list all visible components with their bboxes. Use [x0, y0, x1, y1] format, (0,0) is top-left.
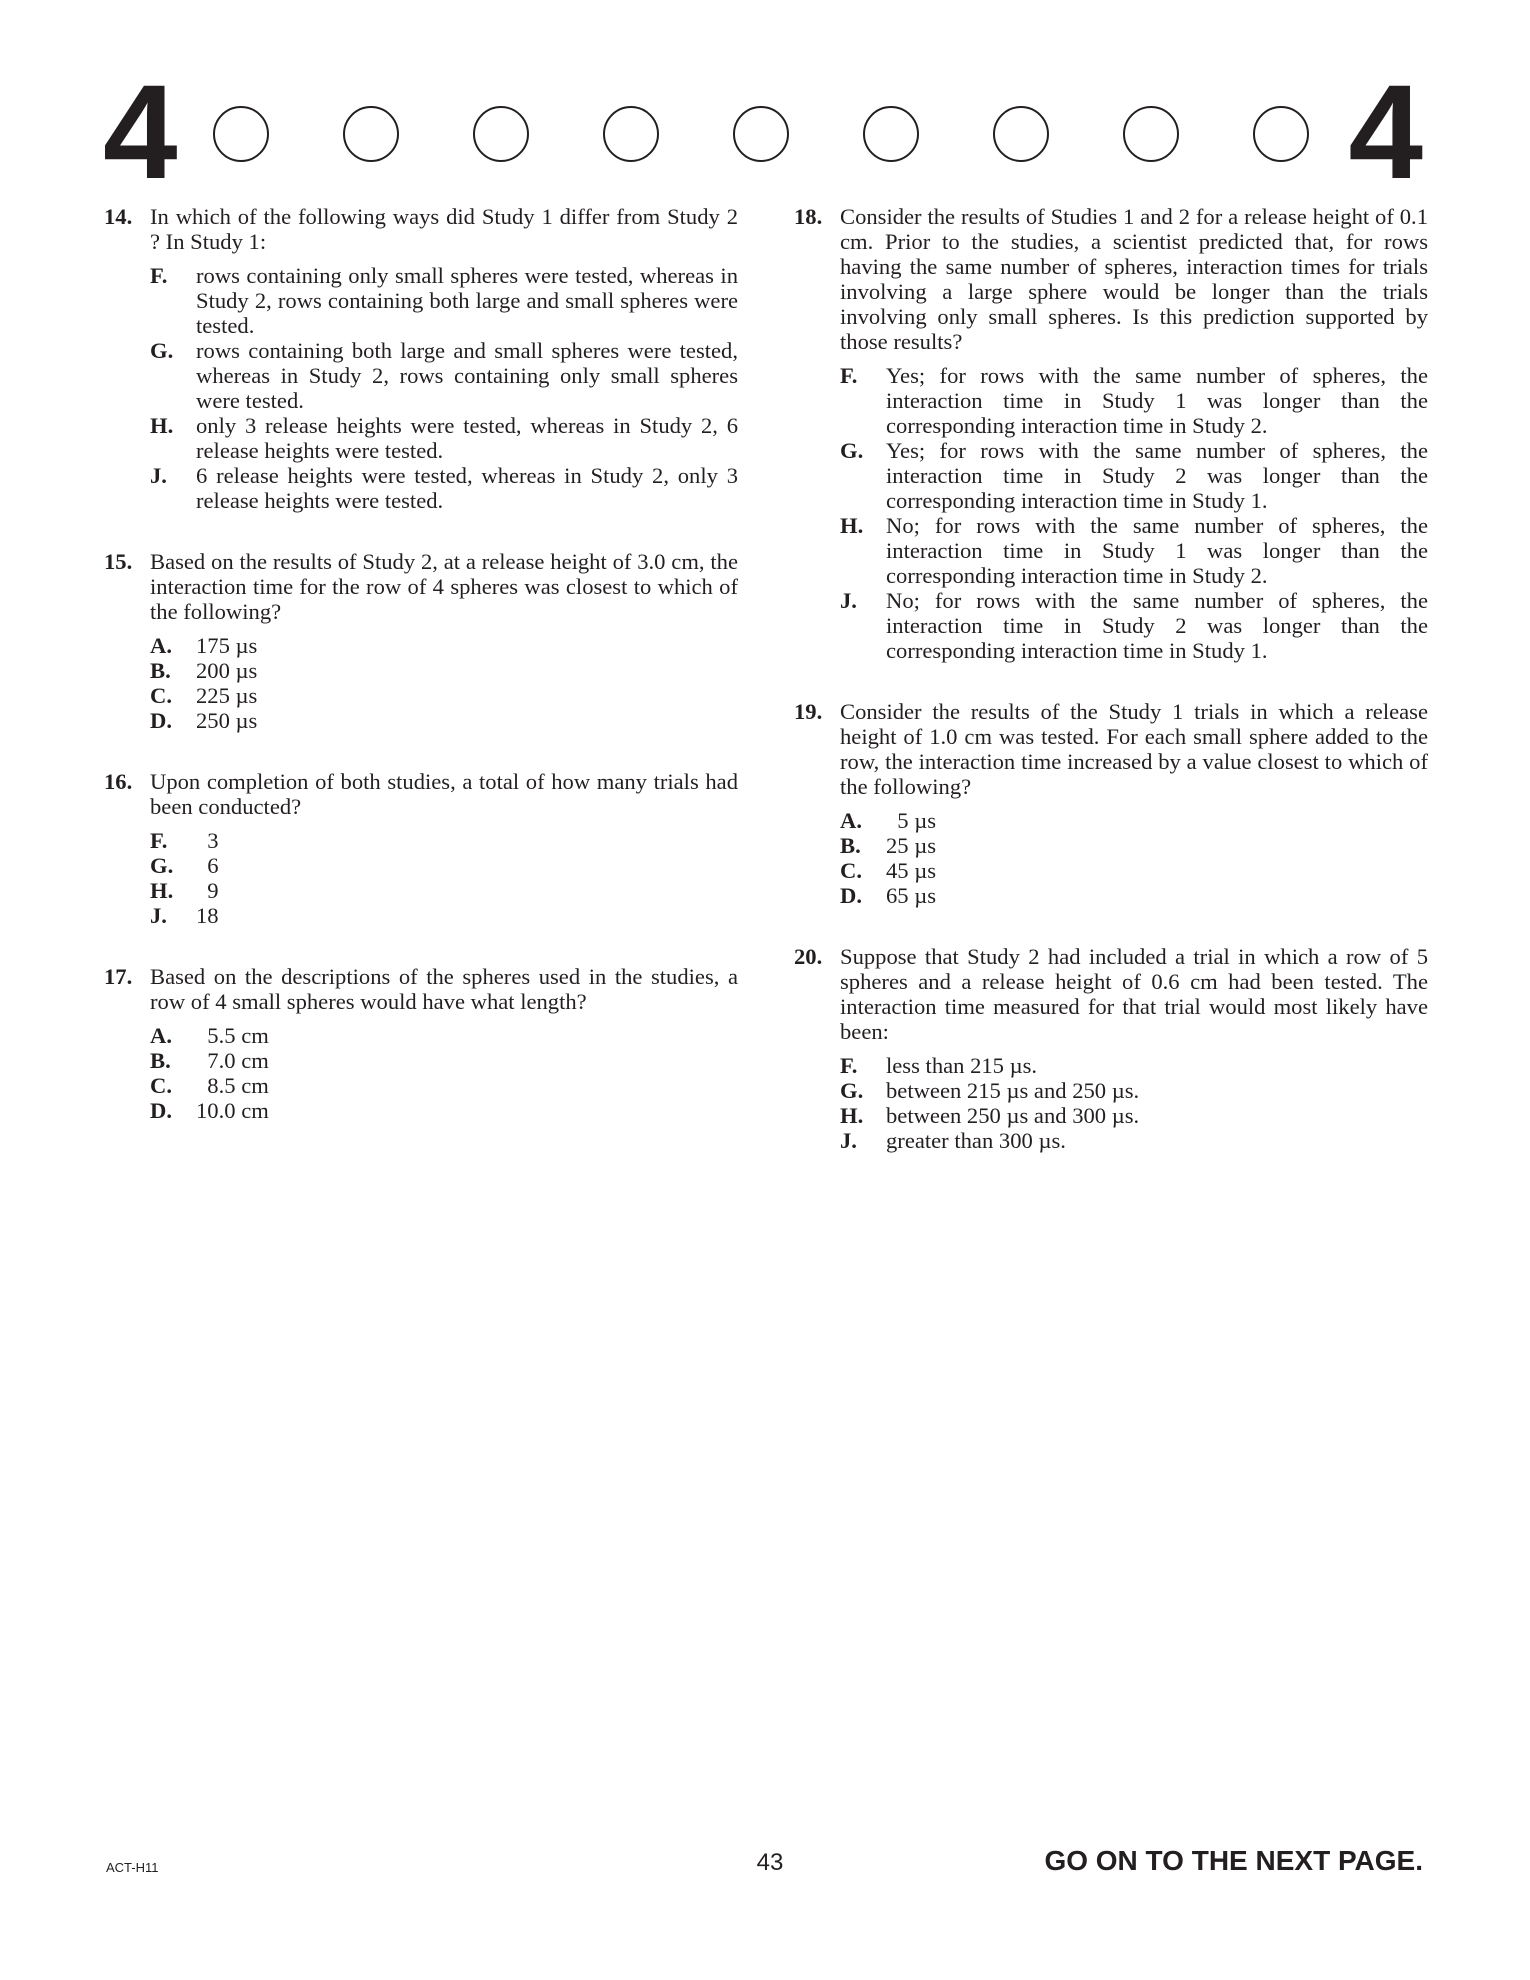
- option-text: 5 µs: [886, 808, 937, 833]
- option-letter: A.: [150, 633, 172, 658]
- header-circle-8: [1123, 106, 1179, 162]
- option-letter: C.: [150, 683, 172, 708]
- answer-options: [150, 263, 744, 513]
- header-circle-9: [1253, 106, 1309, 162]
- option-letter: B.: [150, 658, 171, 683]
- header-circle-2: [343, 106, 399, 162]
- answer-option[interactable]: [840, 1128, 1428, 1153]
- answer-option[interactable]: [150, 1023, 738, 1048]
- option-letter: H.: [150, 413, 174, 438]
- option-text: 9: [196, 878, 219, 903]
- header-circle-3: [473, 106, 529, 162]
- question-number: 19.: [794, 699, 823, 724]
- answer-options: [150, 1023, 738, 1123]
- answer-option[interactable]: [840, 1103, 1428, 1128]
- option-text: greater than 300 µs.: [886, 1128, 1066, 1153]
- option-text: Yes; for rows with the same number of spheres, the interaction time in Study 2 was longer than the corresponding interaction time in Study 1.: [886, 438, 1434, 513]
- question-stem: Suppose that Study 2 had included a trial in which a row of 5 spheres and a release height of 0.6 cm had been tested. The interaction time measured for that trial would most likely have been:: [840, 944, 1428, 1044]
- question-number: 18.: [794, 204, 823, 229]
- question-stem: Based on the descriptions of the spheres used in the studies, a row of 4 small spheres would have what length?: [150, 964, 738, 1014]
- option-text: No; for rows with the same number of spheres, the interaction time in Study 2 was longer than the corresponding interaction time in Study 1.: [886, 588, 1434, 663]
- question-16: [104, 769, 738, 928]
- option-text: Yes; for rows with the same number of spheres, the interaction time in Study 1 was longer than the corresponding interaction time in Study 2.: [886, 363, 1434, 438]
- answer-options: [840, 363, 1434, 663]
- question-20: [794, 944, 1428, 1153]
- option-letter: D.: [150, 1098, 172, 1123]
- option-letter: J.: [840, 1128, 857, 1153]
- option-text: between 215 µs and 250 µs.: [886, 1078, 1140, 1103]
- section-header: [103, 58, 1423, 207]
- answer-option[interactable]: [150, 338, 744, 413]
- option-text: rows containing both large and small spheres were tested, whereas in Study 2, rows containing only small spheres were tested.: [196, 338, 744, 413]
- question-number: 20.: [794, 944, 823, 969]
- answer-option[interactable]: [150, 263, 744, 338]
- option-letter: G.: [840, 438, 864, 463]
- next-page-instruction: GO ON TO THE NEXT PAGE.: [1044, 1845, 1423, 1876]
- right-column: [794, 204, 1434, 1189]
- header-circle-5: [733, 106, 789, 162]
- answer-option[interactable]: [150, 633, 738, 658]
- option-text: 200 µs: [196, 658, 258, 683]
- question-stem: Consider the results of the Study 1 trials in which a release height of 1.0 cm was tested. For each small sphere added to the row, the interaction time increased by a value closest to which of the following?: [840, 699, 1428, 799]
- option-letter: A.: [840, 808, 862, 833]
- header-circle-1: [213, 106, 269, 162]
- section-number-right: 4: [1348, 58, 1423, 207]
- option-letter: A.: [150, 1023, 172, 1048]
- option-letter: F.: [840, 363, 858, 388]
- answer-options: [150, 633, 738, 733]
- question-number: 16.: [104, 769, 133, 794]
- option-letter: B.: [840, 833, 861, 858]
- answer-option[interactable]: [840, 883, 1428, 908]
- option-letter: D.: [150, 708, 172, 733]
- answer-option[interactable]: [150, 658, 738, 683]
- header-circle-4: [603, 106, 659, 162]
- answer-option[interactable]: [150, 413, 744, 463]
- option-text: rows containing only small spheres were tested, whereas in Study 2, rows containing both large and small spheres were tested.: [196, 263, 744, 338]
- question-stem: Upon completion of both studies, a total of how many trials had been conducted?: [150, 769, 738, 819]
- option-letter: H.: [150, 878, 174, 903]
- option-letter: D.: [840, 883, 862, 908]
- answer-option[interactable]: [840, 363, 1434, 438]
- option-letter: H.: [840, 513, 864, 538]
- left-column: [104, 204, 744, 1159]
- page-number: 43: [756, 1849, 784, 1876]
- option-text: less than 215 µs.: [886, 1053, 1038, 1078]
- option-letter: B.: [150, 1048, 171, 1073]
- option-letter: J.: [150, 903, 167, 928]
- option-letter: F.: [840, 1053, 858, 1078]
- question-stem: In which of the following ways did Study 1 differ from Study 2 ? In Study 1:: [150, 204, 738, 254]
- option-letter: C.: [840, 858, 862, 883]
- answer-option[interactable]: [840, 513, 1434, 588]
- question-stem: Based on the results of Study 2, at a release height of 3.0 cm, the interaction time for the row of 4 spheres was closest to which of the following?: [150, 549, 738, 624]
- option-letter: C.: [150, 1073, 172, 1098]
- question-number: 14.: [104, 204, 133, 229]
- question-number: 15.: [104, 549, 133, 574]
- answer-option[interactable]: [840, 588, 1434, 663]
- answer-options: [840, 1053, 1428, 1153]
- answer-option[interactable]: [840, 808, 1428, 833]
- header-circle-6: [863, 106, 919, 162]
- answer-option[interactable]: [840, 833, 1428, 858]
- option-text: 250 µs: [196, 708, 258, 733]
- answer-option[interactable]: [840, 1053, 1428, 1078]
- question-18: [794, 204, 1434, 663]
- option-text: 6: [196, 853, 219, 878]
- answer-option[interactable]: [150, 708, 738, 733]
- option-text: 10.0 cm: [196, 1098, 269, 1123]
- question-19: [794, 699, 1428, 908]
- option-text: 18: [196, 903, 219, 928]
- option-text: 175 µs: [196, 633, 258, 658]
- option-text: between 250 µs and 300 µs.: [886, 1103, 1140, 1128]
- answer-option[interactable]: [150, 463, 744, 513]
- header-circles: [213, 106, 1313, 166]
- question-number: 17.: [104, 964, 133, 989]
- option-text: No; for rows with the same number of spheres, the interaction time in Study 1 was longer than the corresponding interaction time in Study 2.: [886, 513, 1434, 588]
- answer-option[interactable]: [150, 828, 738, 853]
- question-14: [104, 204, 744, 513]
- option-letter: F.: [150, 263, 168, 288]
- option-letter: H.: [840, 1103, 864, 1128]
- option-text: 3: [196, 828, 219, 853]
- question-17: [104, 964, 738, 1123]
- answer-option[interactable]: [840, 1078, 1428, 1103]
- option-text: 8.5 cm: [196, 1073, 269, 1098]
- answer-option[interactable]: [150, 683, 738, 708]
- option-text: 6 release heights were tested, whereas in Study 2, only 3 release heights were tested.: [196, 463, 744, 513]
- option-letter: G.: [150, 853, 174, 878]
- answer-option[interactable]: [150, 1048, 738, 1073]
- option-text: 225 µs: [196, 683, 258, 708]
- option-letter: G.: [840, 1078, 864, 1103]
- option-text: only 3 release heights were tested, whereas in Study 2, 6 release heights were tested.: [196, 413, 744, 463]
- answer-option[interactable]: [150, 878, 738, 903]
- answer-option[interactable]: [150, 1098, 738, 1123]
- answer-options: [840, 808, 1428, 908]
- option-text: 5.5 cm: [196, 1023, 269, 1048]
- answer-option[interactable]: [150, 1073, 738, 1098]
- answer-option[interactable]: [840, 858, 1428, 883]
- option-letter: F.: [150, 828, 168, 853]
- option-text: 7.0 cm: [196, 1048, 269, 1073]
- question-15: [104, 549, 738, 733]
- answer-option[interactable]: [840, 438, 1434, 513]
- option-text: 25 µs: [886, 833, 937, 858]
- option-letter: G.: [150, 338, 174, 363]
- option-letter: J.: [150, 463, 167, 488]
- option-letter: J.: [840, 588, 857, 613]
- section-number-left: 4: [103, 58, 178, 207]
- option-text: 45 µs: [886, 858, 937, 883]
- answer-option[interactable]: [150, 853, 738, 878]
- question-stem: Consider the results of Studies 1 and 2 for a release height of 0.1 cm. Prior to the studies, a scientist predicted that, for rows having the same number of spheres, interaction times for trials involving a large sphere would be longer than the trials involving only small spheres. Is this prediction supported by those results?: [840, 204, 1428, 354]
- form-code: ACT-H11: [106, 1860, 159, 1875]
- answer-options: [150, 828, 738, 928]
- answer-option[interactable]: [150, 903, 738, 928]
- header-circle-7: [993, 106, 1049, 162]
- option-text: 65 µs: [886, 883, 937, 908]
